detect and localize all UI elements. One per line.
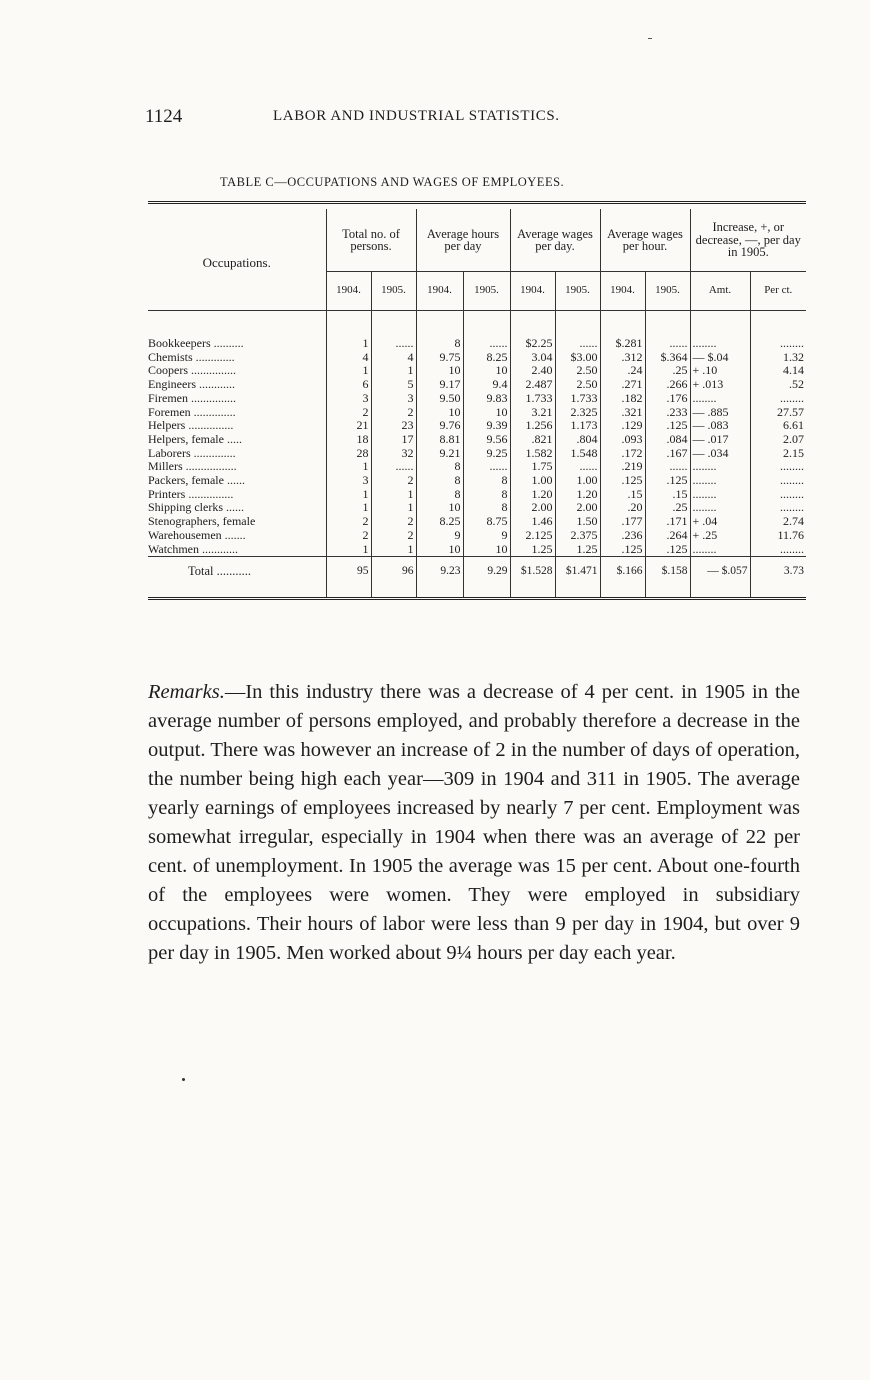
total-value-cell: 3.73	[750, 557, 806, 588]
value-cell: ......	[555, 460, 600, 474]
tail-cell	[645, 587, 690, 599]
spacer-cell	[148, 311, 326, 338]
value-cell: .15	[600, 488, 645, 502]
total-value-cell: $.166	[600, 557, 645, 588]
page-header	[145, 106, 825, 130]
running-head: LABOR AND INDUSTRIAL STATISTICS.	[273, 108, 560, 124]
value-cell: ........	[690, 474, 750, 488]
value-cell: 2.50	[555, 364, 600, 378]
value-cell: 1	[326, 543, 371, 557]
table-row	[148, 529, 806, 543]
value-cell: 8	[416, 488, 463, 502]
table-row	[148, 364, 806, 378]
tail-cell	[371, 587, 416, 599]
value-cell: 2	[371, 529, 416, 543]
value-cell: 3	[371, 392, 416, 406]
value-cell: 1.00	[510, 474, 555, 488]
value-cell: 10	[463, 406, 510, 420]
year-subheader: 1904.	[600, 272, 645, 311]
spacer-cell	[326, 311, 371, 338]
value-cell: ......	[463, 460, 510, 474]
value-cell: 1.548	[555, 447, 600, 461]
remarks-text: —In this industry there was a decrease of 4 per cent. in 1905 in the average number of persons employed, and probably therefore a decrease in the output. There was however an increase of 2 in the number of days of operation, the number being high each year—309 in 1904 and 311 in 1905. The average yearly earnings of employees increased by nearly 7 per cent. Employment was somewhat irregular, especially in 1904 when there was an average of 22 per cent. of unemployment. In 1905 the average was 15 per cent. About one-fourth of the employees were women. They were employed in subsidiary occupations. Their hours of labor were less than 9 per day in 1904, but over 9 per day in 1905. Men worked about 9¼ hours per day each year.	[148, 681, 800, 964]
table-bottom-rule	[148, 599, 806, 605]
print-dot	[182, 1078, 185, 1081]
value-cell: 9	[416, 529, 463, 543]
value-cell: 2	[371, 406, 416, 420]
spacer-cell	[555, 311, 600, 338]
total-value-cell: $.158	[645, 557, 690, 588]
value-cell: 8	[463, 501, 510, 515]
value-cell: 1.25	[555, 543, 600, 557]
value-cell: 2.325	[555, 406, 600, 420]
value-cell: 9.56	[463, 433, 510, 447]
year-subheader: Amt.	[690, 272, 750, 311]
value-cell: .266	[645, 378, 690, 392]
value-cell: .176	[645, 392, 690, 406]
year-subheader: 1905.	[371, 272, 416, 311]
year-subheader: 1905.	[463, 272, 510, 311]
value-cell: 4	[371, 351, 416, 365]
value-cell: .125	[645, 419, 690, 433]
value-cell: $.281	[600, 337, 645, 351]
total-label: Total ...........	[148, 557, 326, 588]
value-cell: 9.39	[463, 419, 510, 433]
value-cell: 8.25	[463, 351, 510, 365]
value-cell: 9.25	[463, 447, 510, 461]
value-cell: .084	[645, 433, 690, 447]
value-cell: 1	[371, 488, 416, 502]
value-cell: ......	[371, 460, 416, 474]
value-cell: 1	[371, 543, 416, 557]
occupation-cell: Shipping clerks ......	[148, 501, 244, 515]
year-subheader: 1905.	[645, 272, 690, 311]
value-cell: .233	[645, 406, 690, 420]
value-cell: ........	[690, 501, 750, 515]
table-body	[148, 311, 806, 599]
occupations-wages-table	[148, 201, 806, 604]
occupation-cell: Foremen ..............	[148, 405, 236, 419]
value-cell: $3.00	[555, 351, 600, 365]
value-cell: 11.76	[750, 529, 806, 543]
value-cell: 2.74	[750, 515, 806, 529]
total-value-cell: 9.29	[463, 557, 510, 588]
occupation-cell: Warehousemen .......	[148, 528, 246, 542]
value-cell: $2.25	[510, 337, 555, 351]
spacer-cell	[416, 311, 463, 338]
value-cell: .312	[600, 351, 645, 365]
value-cell: .182	[600, 392, 645, 406]
value-cell: 2	[326, 529, 371, 543]
spacer-cell	[510, 311, 555, 338]
total-row	[148, 557, 806, 588]
value-cell: 8	[463, 488, 510, 502]
value-cell: 27.57	[750, 406, 806, 420]
value-cell: 28	[326, 447, 371, 461]
value-cell: 1.256	[510, 419, 555, 433]
value-cell: 10	[463, 364, 510, 378]
value-cell: 3	[326, 474, 371, 488]
year-subheader: 1904.	[510, 272, 555, 311]
tail-cell	[555, 587, 600, 599]
value-cell: 1.32	[750, 351, 806, 365]
value-cell: + .04	[690, 515, 750, 529]
value-cell: ......	[645, 460, 690, 474]
value-cell: 2.15	[750, 447, 806, 461]
value-cell: 1.173	[555, 419, 600, 433]
value-cell: ........	[750, 460, 806, 474]
value-cell: — $.04	[690, 351, 750, 365]
value-cell: 10	[416, 364, 463, 378]
total-value-cell: — $.057	[690, 557, 750, 588]
tail-cell	[416, 587, 463, 599]
value-cell: ........	[750, 488, 806, 502]
table-row	[148, 351, 806, 365]
tail-cell	[750, 587, 806, 599]
change-header: Increase, +, or decrease, —, per day in 1905.	[690, 209, 806, 272]
spacer-cell	[371, 311, 416, 338]
value-cell: ........	[690, 488, 750, 502]
value-cell: ........	[690, 337, 750, 351]
value-cell: 1.50	[555, 515, 600, 529]
value-cell: 6.61	[750, 419, 806, 433]
value-cell: 17	[371, 433, 416, 447]
value-cell: ........	[750, 337, 806, 351]
occupation-cell: Engineers ............	[148, 378, 235, 392]
value-cell: — .083	[690, 419, 750, 433]
value-cell: .821	[510, 433, 555, 447]
occupation-cell: Bookkeepers ..........	[148, 337, 244, 350]
tail-row	[148, 587, 806, 599]
value-cell: 3	[326, 392, 371, 406]
value-cell: 18	[326, 433, 371, 447]
value-cell: .236	[600, 529, 645, 543]
value-cell: 10	[416, 501, 463, 515]
value-cell: 2.125	[510, 529, 555, 543]
tail-cell	[600, 587, 645, 599]
value-cell: 5	[371, 378, 416, 392]
value-cell: 1.75	[510, 460, 555, 474]
value-cell: 1.733	[510, 392, 555, 406]
page-number: 1124	[145, 106, 183, 127]
remarks-lead: Remarks.	[148, 681, 225, 703]
value-cell: .125	[645, 543, 690, 557]
value-cell: .24	[600, 364, 645, 378]
table-row	[148, 337, 806, 351]
value-cell: 8	[416, 474, 463, 488]
value-cell: 2	[326, 515, 371, 529]
table-row	[148, 378, 806, 392]
value-cell: 2.375	[555, 529, 600, 543]
value-cell: .093	[600, 433, 645, 447]
value-cell: 9.21	[416, 447, 463, 461]
value-cell: — .034	[690, 447, 750, 461]
table-title: TABLE C—OCCUPATIONS AND WAGES OF EMPLOYEES.	[220, 175, 565, 189]
average-wages-day-header: Average wages per day.	[510, 209, 600, 272]
value-cell: 21	[326, 419, 371, 433]
tail-cell	[690, 587, 750, 599]
tail-cell	[326, 587, 371, 599]
year-subheader: Per ct.	[750, 272, 806, 311]
value-cell: .20	[600, 501, 645, 515]
value-cell: ......	[555, 337, 600, 351]
occupation-cell: Millers .................	[148, 460, 237, 474]
total-value-cell: $1.528	[510, 557, 555, 588]
occupation-cell: Packers, female ......	[148, 474, 245, 488]
total-value-cell: 9.23	[416, 557, 463, 588]
spacer-cell	[750, 311, 806, 338]
table-row	[148, 433, 806, 447]
table-row	[148, 419, 806, 433]
value-cell: 1	[326, 488, 371, 502]
table-row	[148, 460, 806, 474]
year-subheader: 1904.	[326, 272, 371, 311]
value-cell: 1.46	[510, 515, 555, 529]
spacer-cell	[600, 311, 645, 338]
total-value-cell: $1.471	[555, 557, 600, 588]
spacer-cell	[645, 311, 690, 338]
value-cell: 8.25	[416, 515, 463, 529]
value-cell: 10	[463, 543, 510, 557]
value-cell: 1	[371, 501, 416, 515]
print-speck	[648, 38, 652, 39]
tail-cell	[148, 587, 326, 599]
value-cell: .219	[600, 460, 645, 474]
value-cell: 4	[326, 351, 371, 365]
table-row	[148, 543, 806, 557]
value-cell: 2.50	[555, 378, 600, 392]
year-subheader: 1905.	[555, 272, 600, 311]
value-cell: 6	[326, 378, 371, 392]
occupation-cell: Chemists .............	[148, 350, 235, 364]
value-cell: 2	[326, 406, 371, 420]
value-cell: .804	[555, 433, 600, 447]
value-cell: 1.582	[510, 447, 555, 461]
total-value-cell: 96	[371, 557, 416, 588]
table-row	[148, 406, 806, 420]
table-row	[148, 392, 806, 406]
occupation-cell: Coopers ...............	[148, 364, 236, 378]
total-persons-header: Total no. of persons.	[326, 209, 416, 272]
average-wages-hour-header: Average wages per hour.	[600, 209, 690, 272]
value-cell: 1.733	[555, 392, 600, 406]
value-cell: 2	[371, 515, 416, 529]
value-cell: 9.75	[416, 351, 463, 365]
value-cell: 32	[371, 447, 416, 461]
tail-cell	[463, 587, 510, 599]
value-cell: 9.76	[416, 419, 463, 433]
spacer-row	[148, 311, 806, 338]
value-cell: ........	[750, 501, 806, 515]
occupation-cell: Helpers, female .....	[148, 432, 242, 446]
value-cell: .271	[600, 378, 645, 392]
value-cell: — .885	[690, 406, 750, 420]
value-cell: 2.487	[510, 378, 555, 392]
value-cell: 2.07	[750, 433, 806, 447]
value-cell: 9.83	[463, 392, 510, 406]
value-cell: 1	[326, 460, 371, 474]
value-cell: 8	[416, 337, 463, 351]
value-cell: — .017	[690, 433, 750, 447]
value-cell: 8.75	[463, 515, 510, 529]
occupation-cell: Stenographers, female	[148, 515, 256, 529]
value-cell: 4.14	[750, 364, 806, 378]
value-cell: ........	[690, 392, 750, 406]
value-cell: .167	[645, 447, 690, 461]
value-cell: 1	[326, 364, 371, 378]
average-hours-header: Average hours per day	[416, 209, 510, 272]
value-cell: 8	[463, 474, 510, 488]
occupation-cell: Helpers ...............	[148, 419, 234, 433]
value-cell: 9.4	[463, 378, 510, 392]
value-cell: 1.25	[510, 543, 555, 557]
value-cell: 3.04	[510, 351, 555, 365]
value-cell: 9.17	[416, 378, 463, 392]
table-row	[148, 501, 806, 515]
occupation-cell: Printers ...............	[148, 487, 234, 501]
value-cell: 1	[326, 337, 371, 351]
occupation-cell: Firemen ...............	[148, 391, 236, 405]
tail-cell	[510, 587, 555, 599]
value-cell: .129	[600, 419, 645, 433]
table-row	[148, 447, 806, 461]
value-cell: ........	[690, 460, 750, 474]
value-cell: 8	[416, 460, 463, 474]
table-row	[148, 474, 806, 488]
value-cell: 2.40	[510, 364, 555, 378]
value-cell: .15	[645, 488, 690, 502]
value-cell: 1	[326, 501, 371, 515]
value-cell: .25	[645, 501, 690, 515]
value-cell: ......	[371, 337, 416, 351]
value-cell: ........	[750, 543, 806, 557]
value-cell: 9.50	[416, 392, 463, 406]
occupation-cell: Watchmen ............	[148, 542, 239, 556]
value-cell: 2.00	[510, 501, 555, 515]
value-cell: 10	[416, 543, 463, 557]
value-cell: .177	[600, 515, 645, 529]
value-cell: ........	[750, 474, 806, 488]
value-cell: 23	[371, 419, 416, 433]
year-subheader: 1904.	[416, 272, 463, 311]
value-cell: 1.20	[555, 488, 600, 502]
value-cell: 9	[463, 529, 510, 543]
occupation-cell: Laborers ..............	[148, 446, 236, 460]
value-cell: $.364	[645, 351, 690, 365]
value-cell: .125	[645, 474, 690, 488]
total-value-cell: 95	[326, 557, 371, 588]
value-cell: ........	[690, 543, 750, 557]
value-cell: 1.00	[555, 474, 600, 488]
value-cell: ......	[645, 337, 690, 351]
spacer-cell	[690, 311, 750, 338]
occupations-header: Occupations.	[148, 209, 326, 311]
value-cell: + .013	[690, 378, 750, 392]
value-cell: .25	[645, 364, 690, 378]
value-cell: .264	[645, 529, 690, 543]
value-cell: .125	[600, 543, 645, 557]
value-cell: 8.81	[416, 433, 463, 447]
value-cell: 2	[371, 474, 416, 488]
value-cell: 3.21	[510, 406, 555, 420]
value-cell: .171	[645, 515, 690, 529]
value-cell: 10	[416, 406, 463, 420]
value-cell: 1	[371, 364, 416, 378]
value-cell: ......	[463, 337, 510, 351]
value-cell: 2.00	[555, 501, 600, 515]
value-cell: ........	[750, 392, 806, 406]
value-cell: 1.20	[510, 488, 555, 502]
value-cell: + .25	[690, 529, 750, 543]
value-cell: + .10	[690, 364, 750, 378]
value-cell: .125	[600, 474, 645, 488]
value-cell: .52	[750, 378, 806, 392]
remarks-paragraph	[148, 678, 800, 968]
table-row	[148, 488, 806, 502]
value-cell: .321	[600, 406, 645, 420]
spacer-cell	[463, 311, 510, 338]
value-cell: .172	[600, 447, 645, 461]
table-row	[148, 515, 806, 529]
